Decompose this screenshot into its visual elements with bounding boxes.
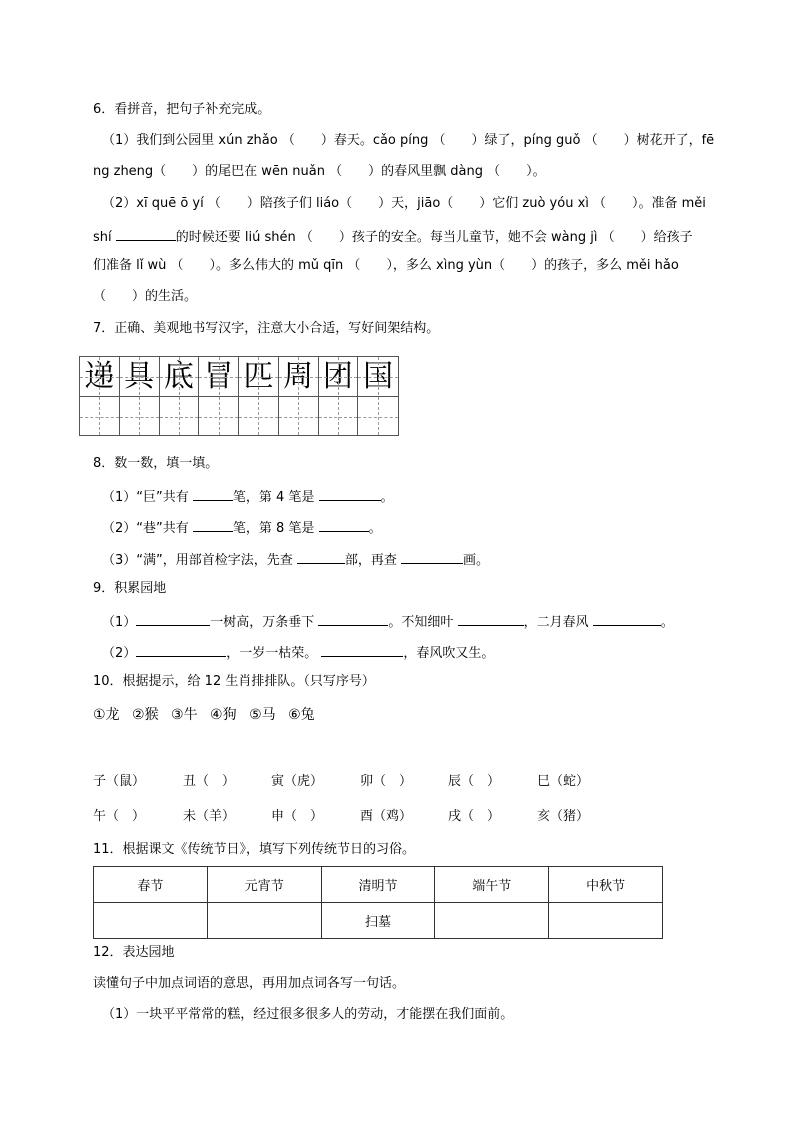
grid-cell[interactable] [358,357,398,435]
zodiac-option: ③牛 [171,707,198,723]
q12-item1: （1）一块平平常常的糕，经过很多很多人的劳动，才能摆在我们面前。 [102,1007,514,1022]
q8-item1-text: 笔，第 4 笔是 [232,490,319,505]
grid-cell[interactable] [279,357,319,435]
q12-title: 12．表达园地 [93,945,175,960]
zodiac-slot: 酉（鸡） [360,809,413,824]
q8-title: 8．数一数，填一填。 [93,456,219,471]
q6-p2-line2 [93,226,693,247]
zodiac-slot[interactable]: 戌（ ） [448,809,501,824]
q8-item1-text: （1）“巨”共有 [102,490,193,505]
table-header-cell: 春节 [94,867,208,903]
q6-p2-line4: （ ）的生活。 [93,289,198,304]
q8-item2-text: 笔，第 8 笔是 [232,521,319,536]
zodiac-option: ⑥兔 [288,707,315,723]
table-cell[interactable] [94,903,208,939]
zodiac-slot[interactable]: 辰（ ） [448,774,501,789]
q6-p2-line1: （2）xī quē ō yí （ ）陪孩子们 liáo（ ）天，jiāo（ ）它们 zuò yóu xì （ ）。准备 měi [102,196,706,211]
answer-blank[interactable] [458,611,524,626]
q9-item1-text: 一树高，万条垂下 [210,615,319,630]
writing-grid [79,356,399,436]
grid-cell[interactable] [199,357,239,435]
table-row [94,903,663,939]
zodiac-slot: 巳（蛇） [537,774,590,789]
q8-item3-text: 部，再查 [344,553,402,568]
table-cell[interactable] [435,903,549,939]
q8-item2-text: 。 [368,521,382,536]
answer-blank[interactable] [401,549,463,564]
zodiac-slot: 亥（猪） [537,809,590,824]
grid-char: 冒 [199,357,238,397]
q6-p1-line2: ng zheng（ ）的尾巴在 wēn nuǎn （ ）的春风里飘 dàng （ ）。 [93,164,546,179]
q9-item1-text: 。 [660,615,674,630]
q9-item2-text: （2） [102,646,137,661]
q8-item1 [102,486,394,507]
zodiac-options [93,706,315,724]
table-cell[interactable] [549,903,663,939]
q9-title: 9．积累园地 [93,581,167,596]
zodiac-slot: 未（羊） [183,809,236,824]
grid-char: 匹 [239,357,278,397]
zodiac-slot: 寅（虎） [271,774,324,789]
q6-p2-line2-end: 的时候还要 liú shén （ ）孩子的安全。每当儿童节，她不会 wàng jì （ ）给孩子 [175,230,693,245]
grid-char: 团 [319,357,358,397]
answer-blank[interactable] [193,517,233,532]
table-header-row [94,867,663,903]
grid-cell[interactable] [120,357,160,435]
zodiac-option: ⑤马 [249,707,276,723]
zodiac-option: ④狗 [210,707,237,723]
q10-title: 10．根据提示，给 12 生肖排排队。（只写序号） [93,674,375,689]
table-header-cell: 清明节 [321,867,435,903]
q9-item2-text: ，春风吹又生。 [403,646,495,661]
zodiac-option: ①龙 [93,707,120,723]
zodiac-option: ②猴 [132,707,159,723]
zodiac-slot[interactable]: 午（ ） [93,809,146,824]
q6-p2-line2-start: shí [93,230,116,245]
q8-item1-text: 。 [380,490,394,505]
q9-item1-text: （1） [102,615,137,630]
table-cell: 扫墓 [321,903,435,939]
answer-blank[interactable] [318,611,388,626]
answer-blank[interactable] [136,642,226,657]
grid-char: 具 [120,357,159,397]
q9-item2 [102,642,494,663]
q9-item2-text: ，一岁一枯荣。 [226,646,322,661]
q8-item3 [102,549,489,570]
q6-p2-line3: 们准备 lǐ wù （ ）。多么伟大的 mǔ qīn （ ），多么 xìng yùn（ ）的孩子，多么 měi hǎo [93,258,679,273]
grid-char: 底 [160,357,199,397]
q8-item2-text: （2）“巷”共有 [102,521,193,536]
q8-item3-text: 画。 [463,553,490,568]
q12-instruction: 读懂句子中加点词语的意思，再用加点词各写一句话。 [93,976,406,991]
grid-char: 国 [358,357,398,397]
table-header-cell: 端午节 [435,867,549,903]
q9-item1 [102,611,674,632]
answer-blank[interactable] [136,611,210,626]
zodiac-slot[interactable]: 丑（ ） [183,774,236,789]
q7-title: 7．正确、美观地书写汉字，注意大小合适，写好间架结构。 [93,321,440,336]
grid-cell[interactable] [80,357,120,435]
grid-cell[interactable] [239,357,279,435]
grid-char: 递 [80,357,119,397]
answer-blank[interactable] [193,486,233,501]
grid-char: 周 [279,357,318,397]
table-cell[interactable] [207,903,321,939]
q6-title: 6．看拼音，把句子补充完成。 [93,102,271,117]
grid-cell[interactable] [160,357,200,435]
grid-cell[interactable] [319,357,359,435]
table-header-cell: 中秋节 [549,867,663,903]
q9-item1-text: 。不知细叶 [388,615,458,630]
q11-title: 11．根据课文《传统节日》，填写下列传统节日的习俗。 [93,842,416,857]
answer-blank[interactable] [116,226,176,241]
answer-blank[interactable] [319,517,369,532]
q9-item1-text: ，二月春风 [523,615,593,630]
zodiac-slot[interactable]: 卯（ ） [360,774,413,789]
zodiac-slot[interactable]: 申（ ） [271,809,324,824]
zodiac-row-1 [93,773,613,791]
answer-blank[interactable] [593,611,661,626]
zodiac-slot: 子（鼠） [93,774,146,789]
q8-item2 [102,517,382,538]
q6-p1-line1: （1）我们到公园里 xún zhǎo （ ）春天。cǎo píng （ ）绿了，píng guǒ （ ）树花开了，fē [102,133,715,148]
festival-table [93,866,663,939]
table-header-cell: 元宵节 [207,867,321,903]
answer-blank[interactable] [297,549,345,564]
answer-blank[interactable] [321,642,403,657]
q8-item3-text: （3）“满”，用部首检字法，先查 [102,553,297,568]
answer-blank[interactable] [319,486,381,501]
zodiac-row-2 [93,808,613,826]
